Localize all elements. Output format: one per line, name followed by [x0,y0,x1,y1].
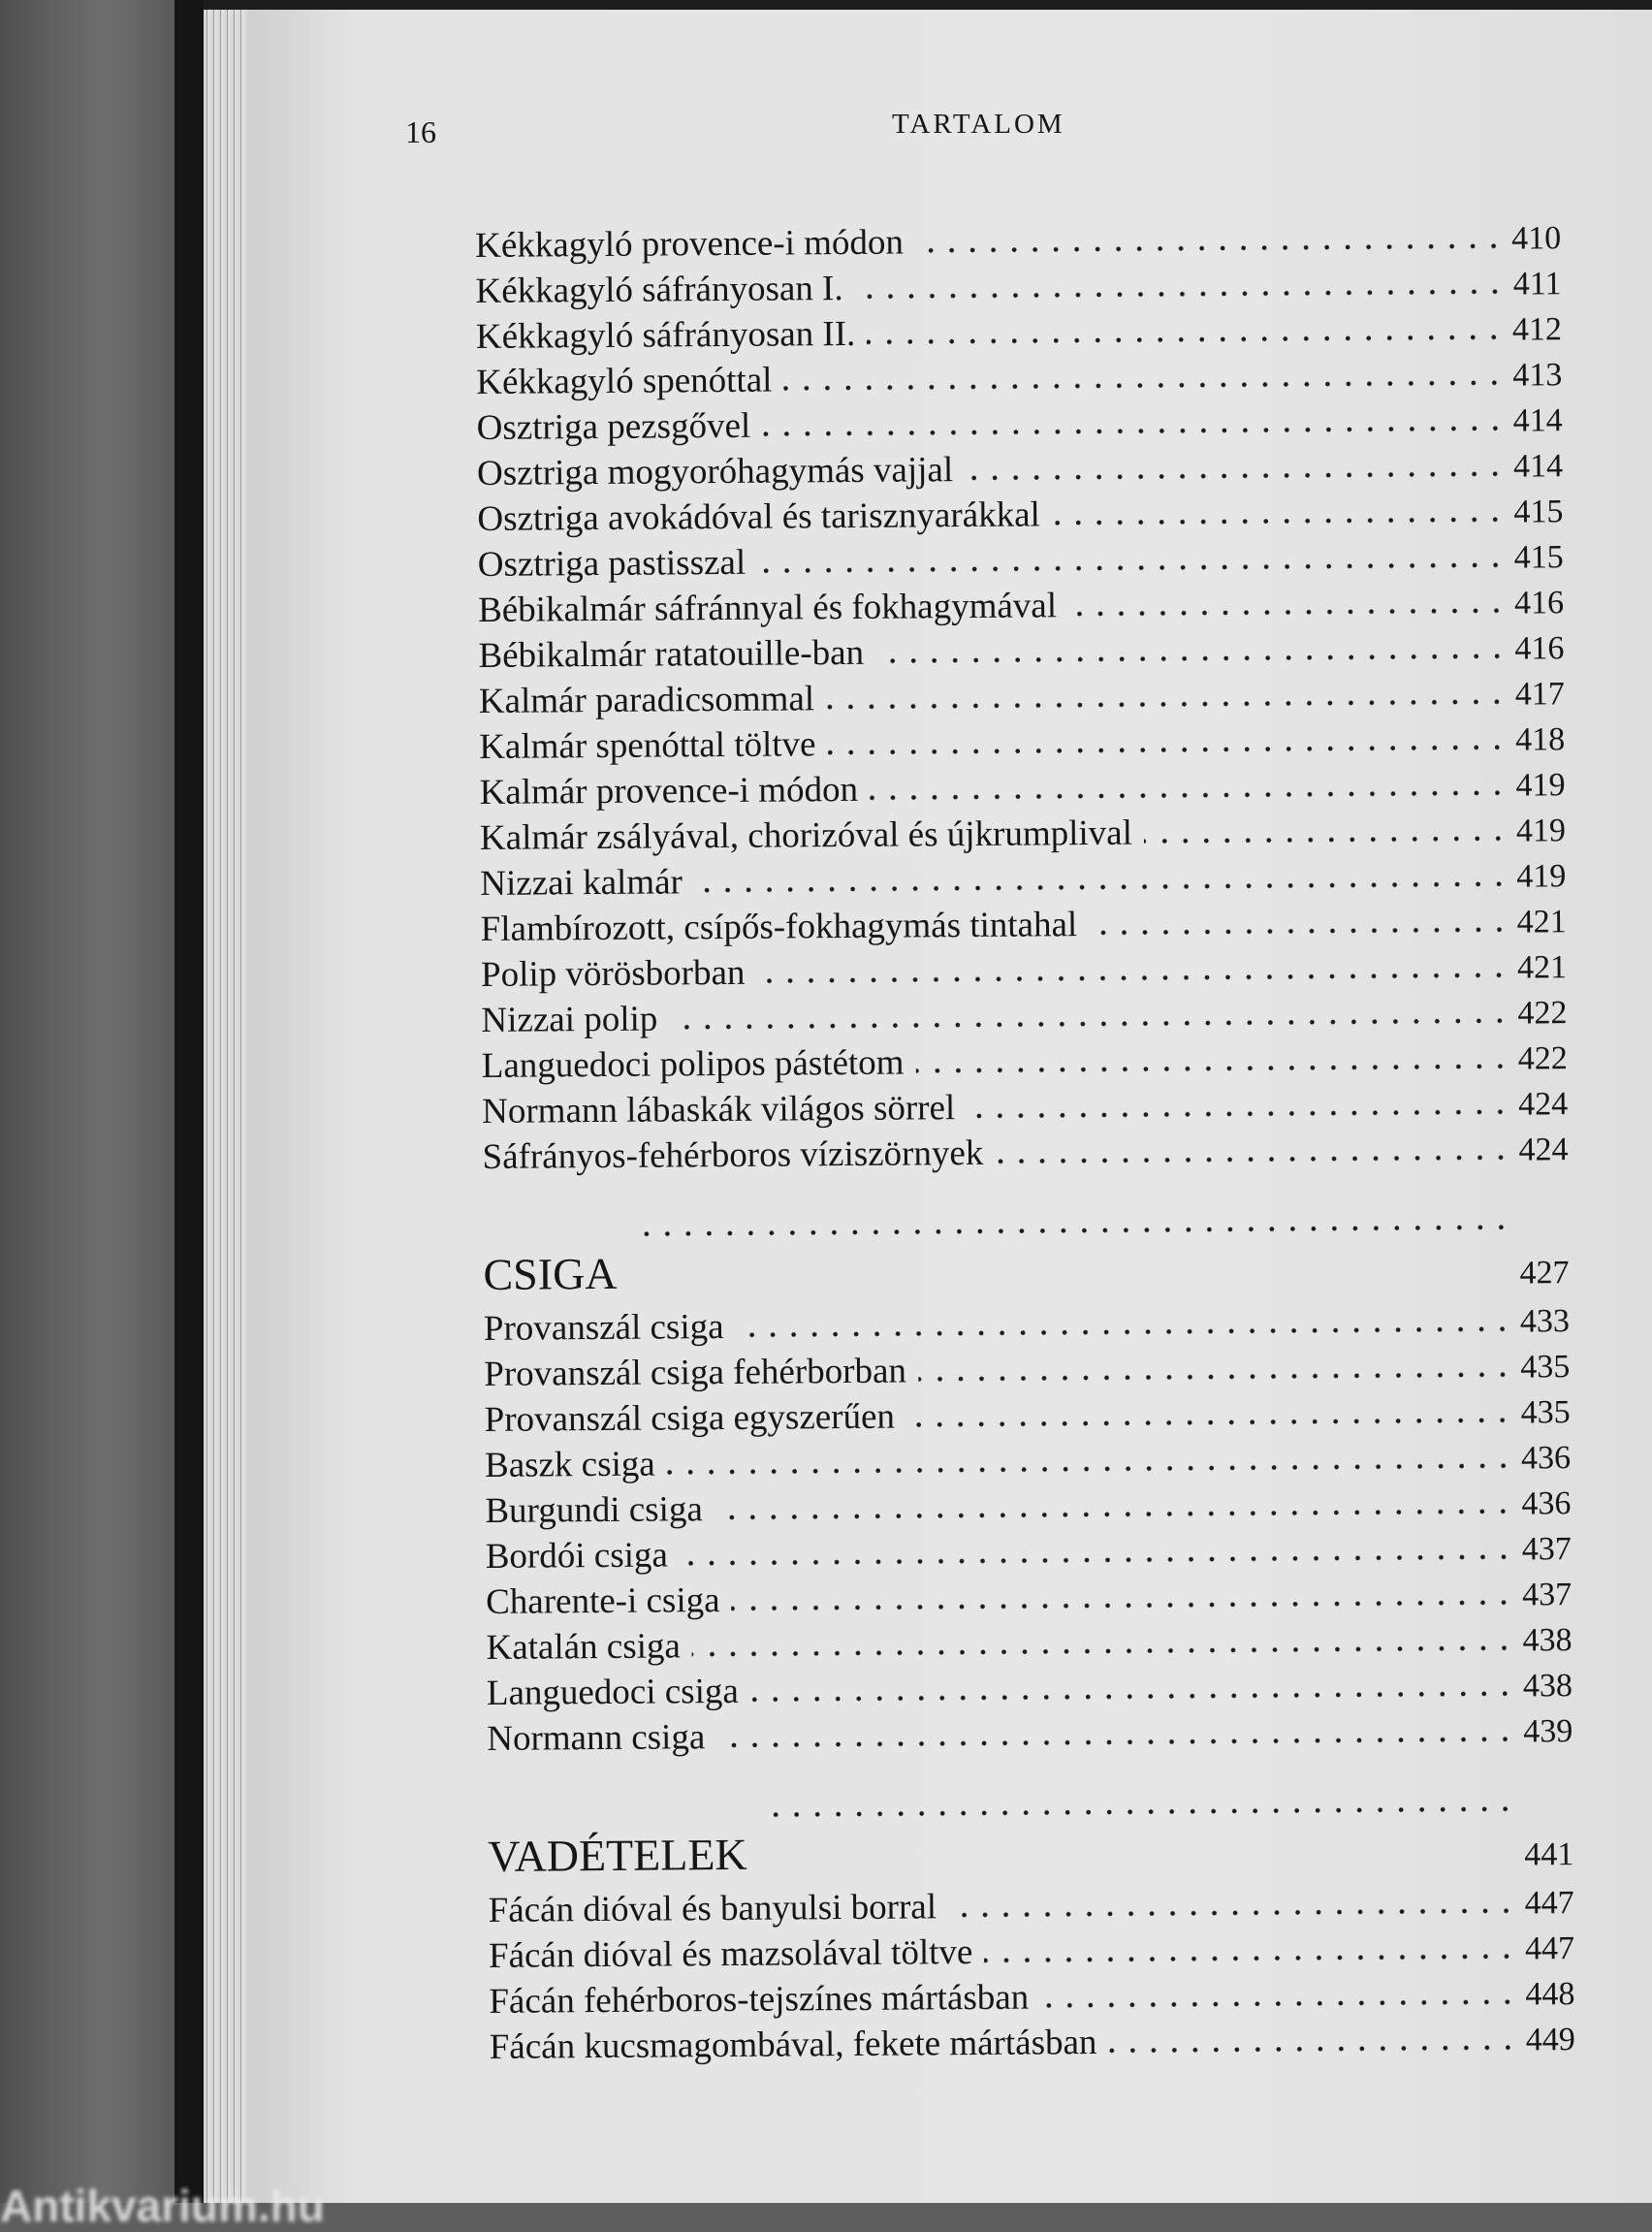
running-head: TARTALOM [892,109,1065,140]
entry-title: Normann lábaskák világos sörrel [482,1088,956,1132]
entry-title: Katalán csiga [486,1626,682,1668]
entry-title: Osztriga avokádóval és tarisznyarákkal [477,494,1040,539]
entry-title: Normann csiga [487,1717,706,1759]
entry-page-number: 419 [1515,767,1566,804]
entry-page-number: 422 [1517,1040,1568,1077]
entry-page-number: 437 [1521,1531,1572,1568]
toc-entry [490,2018,1575,2072]
entry-title: Kalmár spenóttal töltve [479,724,816,767]
entry-page-number: 427 [1519,1255,1570,1291]
dot-leader [762,426,1505,437]
entry-title: Bébikalmár sáfránnyal és fokhagymával [477,586,1058,630]
entry-title: Nizzai polip [481,999,658,1040]
entry-page-number: 413 [1512,357,1563,394]
dot-leader [1068,608,1507,618]
book-cover-top [175,0,1652,10]
dot-leader [736,1326,1512,1338]
dot-leader [965,471,1506,481]
entry-page-number: 435 [1520,1349,1571,1386]
dot-leader [948,1908,1517,1919]
entry-page-number: 433 [1519,1303,1571,1340]
entry-title: Fácán fehérboros-tejszínes mártásban [489,1977,1030,2022]
dot-leader [1040,1999,1517,2009]
dot-leader [694,881,1509,894]
entry-title: Kalmár paradicsommal [478,679,815,721]
entry-page-number: 421 [1516,904,1567,941]
dot-leader [918,1372,1512,1383]
entry-page-number: 421 [1516,949,1568,986]
entry-page-number: 416 [1514,630,1565,667]
entry-title: Burgundi csiga [485,1489,703,1531]
dot-leader [715,1509,1514,1520]
entry-page-number: 416 [1513,585,1565,622]
entry-page-number: 424 [1518,1132,1569,1168]
entry-page-number: 410 [1510,220,1562,257]
entry-title: Polip vörösborban [480,952,746,995]
dot-leader [680,1554,1514,1567]
dot-leader [758,1806,1516,1818]
dot-leader [967,1109,1510,1119]
entry-title: Provanszál csiga [483,1307,724,1349]
dot-leader [995,1155,1510,1164]
entry-page-number: 447 [1524,1885,1574,1922]
entry-title: Provanszál csiga egyszerűen [484,1396,896,1440]
dot-leader [628,1225,1511,1237]
entry-title: Kékkagyló sáfrányosan I. [475,269,843,311]
dot-leader [984,1954,1517,1963]
dot-leader [783,380,1505,392]
entry-page-number: 414 [1512,402,1563,439]
entry-page-number: 419 [1515,813,1567,849]
dot-leader [875,654,1507,664]
entry-title: Flambírozott, csípős-fokhagymás tintahal [480,905,1078,949]
dot-leader [1108,2045,1517,2054]
dot-leader [1052,517,1507,526]
entry-title: Fácán kucsmagombával, fekete mártásban [489,2023,1097,2067]
entry-page-number: 437 [1521,1577,1573,1613]
toc-section-heading [488,1805,1574,1882]
page-edges [204,10,247,2203]
dot-leader [870,790,1509,801]
watermark: Antikvarium.hu [0,2181,325,2231]
entry-title: Baszk csiga [484,1444,655,1485]
entry-page-number: 435 [1520,1394,1571,1431]
entry-page-number: 424 [1518,1086,1569,1123]
dot-leader [916,1064,1510,1074]
entry-title: Osztriga mogyoróhagymás vajjal [476,450,954,494]
table-of-contents [475,216,1575,2072]
table-surface [0,0,175,2203]
entry-title: Kékkagyló spenóttal [476,360,773,402]
entry-title: Osztriga pastisszal [477,542,747,585]
toc-entry [482,1128,1568,1182]
page-number: 16 [405,114,436,149]
entry-page-number: 438 [1522,1668,1573,1705]
entry-page-number: 436 [1521,1485,1572,1522]
toc-section-heading [483,1224,1570,1300]
dot-leader [855,289,1506,300]
entry-title: Kalmár provence-i módon [479,769,859,813]
dot-leader [906,1418,1513,1428]
entry-page-number: 417 [1514,676,1565,713]
entry-page-number: 412 [1511,311,1563,348]
entry-page-number: 438 [1522,1622,1573,1659]
entry-title: CSIGA [483,1248,618,1299]
entry-page-number: 411 [1512,266,1562,303]
entry-title: Provanszál csiga fehérborban [484,1351,907,1394]
dot-leader [667,1463,1513,1476]
entry-page-number: 448 [1525,1976,1575,2013]
entry-page-number: 414 [1512,448,1564,485]
entry-page-number: 419 [1516,858,1567,895]
entry-title: Kékkagyló provence-i módon [475,222,905,266]
dot-leader [1144,836,1509,845]
entry-page-number: 415 [1513,539,1564,576]
dot-leader [757,562,1507,574]
entry-page-number: 436 [1520,1440,1572,1477]
entry-page-number: 415 [1513,494,1564,530]
entry-page-number: 441 [1524,1836,1574,1873]
dot-leader [716,1737,1515,1748]
entry-title: Bordói csiga [485,1535,669,1577]
entry-page-number: 449 [1525,2022,1575,2058]
entry-page-number: 422 [1517,995,1568,1032]
dot-leader [669,1018,1509,1031]
book-cover-edge [175,0,204,2203]
entry-title: Sáfrányos-fehérboros víziszörnyek [482,1132,984,1177]
entry-title: Osztriga pezsgővel [476,405,751,448]
dot-leader [1089,927,1509,936]
dot-leader [732,1600,1515,1611]
dot-leader [692,1645,1515,1658]
entry-title: Fácán dióval és mazsolával töltve [488,1932,973,1976]
entry-title: Charente-i csiga [485,1580,720,1622]
dot-leader [867,335,1505,345]
entry-title: Kékkagyló sáfrányosan II. [475,313,856,357]
entry-title: Languedoci polipos pástétom [481,1042,905,1086]
entry-title: Nizzai kalmár [480,862,683,904]
entry-page-number: 447 [1524,1930,1575,1967]
entry-title: VADÉTELEK [488,1829,747,1881]
dot-leader [915,243,1504,254]
entry-page-number: 439 [1523,1713,1573,1750]
dot-leader [826,699,1508,711]
dot-leader [750,1691,1515,1703]
entry-title: Fácán dióval és banyulsi borral [488,1887,937,1930]
entry-title: Kalmár zsályával, chorizóval és újkrumplival [479,813,1133,858]
entry-title: Bébikalmár ratatouille-ban [478,632,865,676]
dot-leader [828,745,1509,756]
dot-leader [756,973,1509,984]
toc-entry [487,1709,1573,1764]
entry-page-number: 418 [1515,721,1566,758]
entry-title: Languedoci csiga [486,1671,739,1713]
